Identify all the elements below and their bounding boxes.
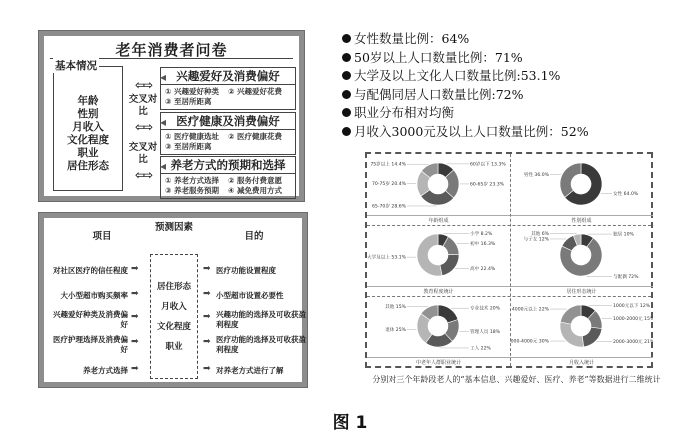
donut-slice bbox=[440, 254, 459, 275]
arrow-left-icon: ◂ bbox=[160, 159, 167, 173]
section-option: ③ 至居所距离 bbox=[165, 97, 212, 106]
factor-item: 居住形态 bbox=[156, 281, 191, 292]
slice-label: 独居 10% bbox=[613, 232, 634, 238]
slice-label: 其他 6% bbox=[531, 231, 549, 237]
basic-info-item: 职业 bbox=[77, 147, 99, 159]
chart-cell bbox=[367, 296, 510, 367]
section-title bbox=[161, 68, 295, 85]
bullet-icon bbox=[342, 90, 351, 99]
section-options bbox=[161, 85, 295, 109]
stat-item bbox=[342, 67, 682, 86]
bullet-icon bbox=[342, 34, 351, 43]
double-arrow-icon: ⇦⇨ bbox=[134, 120, 152, 134]
slice-label: 专业技术 20% bbox=[470, 306, 501, 312]
chart-cell bbox=[367, 225, 510, 296]
prediction-row bbox=[44, 264, 304, 288]
education-donut-chart bbox=[367, 225, 510, 286]
row-item: 大小型超市购买频率 bbox=[60, 291, 128, 300]
slice-label: 60岁以下 13.3% bbox=[470, 162, 506, 168]
items-header: 项目 bbox=[92, 231, 112, 242]
stat-text: 50岁以上人口数量比例：71% bbox=[354, 49, 523, 65]
bullet-icon bbox=[342, 127, 351, 136]
factor-item: 职业 bbox=[165, 341, 183, 352]
basic-info-item: 年龄 bbox=[77, 95, 99, 107]
arrow-right-icon: ➡ bbox=[131, 337, 139, 347]
section-options bbox=[161, 174, 295, 198]
grid-divider bbox=[367, 225, 651, 226]
section-title-text: 医疗健康及消费偏好 bbox=[176, 114, 280, 128]
medical-section bbox=[160, 112, 296, 155]
prediction-row bbox=[44, 337, 304, 361]
donut-slice bbox=[560, 163, 581, 197]
cross-compare-2 bbox=[128, 122, 158, 132]
row-goal: 对养老方式进行了解 bbox=[216, 366, 284, 375]
arrow-right-icon: ➡ bbox=[131, 312, 139, 322]
chart-caption: 居住形态统计 bbox=[510, 286, 653, 296]
slice-label: 小学 8.2% bbox=[470, 232, 493, 238]
section-option: ① 养老方式选择 bbox=[165, 176, 219, 185]
income-donut-chart bbox=[510, 296, 653, 357]
slice-label: 与子女 12% bbox=[523, 237, 549, 243]
prediction-row bbox=[44, 364, 304, 388]
chart-caption: 年龄组成 bbox=[367, 215, 510, 225]
arrow-right-icon: ➡ bbox=[203, 337, 211, 347]
arrow-right-icon: ➡ bbox=[203, 364, 211, 374]
section-option: ③ 养老服务预期 bbox=[165, 186, 219, 195]
row-item: 兴趣爱好种类及消费偏好 bbox=[53, 310, 128, 329]
donut-slice bbox=[582, 327, 602, 347]
cross-compare-label-1: 交叉对比 bbox=[128, 94, 158, 117]
factor-item: 文化程度 bbox=[156, 321, 191, 332]
basic-info-item: 文化程度 bbox=[67, 134, 109, 146]
section-option: ① 兴趣爱好种类 bbox=[165, 87, 219, 96]
questionnaire-inner bbox=[44, 36, 299, 196]
chart-caption: 性别组成 bbox=[510, 215, 653, 225]
basic-info-list bbox=[54, 95, 122, 173]
slice-label: 1000-2000元 15% bbox=[613, 317, 653, 323]
grid-divider bbox=[367, 296, 651, 297]
section-option: ② 医疗健康花费 bbox=[228, 132, 282, 141]
figure-label: 图 1 bbox=[332, 413, 368, 433]
cross-compare-1 bbox=[128, 80, 158, 90]
stat-text: 大学及以上文化人口数量比例:53.1% bbox=[354, 68, 561, 83]
arrow-right-icon: ➡ bbox=[131, 289, 139, 299]
arrow-left-icon: ◂ bbox=[160, 115, 167, 129]
factor-item: 月收入 bbox=[161, 301, 187, 312]
bullet-icon bbox=[342, 71, 351, 80]
factors-header: 预测因素 bbox=[154, 222, 193, 233]
double-arrow-icon: ⇦⇨ bbox=[134, 168, 152, 182]
row-item: 对社区医疗的信任程度 bbox=[53, 266, 128, 275]
section-title-text: 兴趣爱好及消费偏好 bbox=[176, 69, 280, 83]
interest-section bbox=[160, 67, 296, 110]
row-goal: 医疗功能的选择及可收获盈利程度 bbox=[216, 335, 306, 354]
donut-chart-grid bbox=[365, 152, 653, 368]
arrow-right-icon: ➡ bbox=[203, 264, 211, 274]
gender-donut-chart bbox=[510, 154, 653, 215]
slice-label: 与配偶 72% bbox=[613, 274, 639, 280]
stat-text: 月收入3000元及以上人口数量比例：52% bbox=[354, 123, 589, 139]
basic-info-item: 月收入 bbox=[72, 121, 104, 133]
slice-label: 工人 22% bbox=[470, 346, 491, 352]
section-title-text: 养老方式的预期和选择 bbox=[170, 158, 286, 172]
age-donut-chart bbox=[367, 154, 510, 215]
goals-header: 目的 bbox=[244, 231, 264, 242]
slice-label: 退休 25% bbox=[385, 327, 406, 333]
cross-compare-label-2: 交叉对比 bbox=[128, 142, 158, 165]
section-option: ② 服务付费意愿 bbox=[228, 176, 282, 185]
stat-text: 职业分布相对均衡 bbox=[354, 105, 455, 120]
slice-label: 4000元以上 22% bbox=[511, 307, 549, 313]
slice-label: 65-70岁 28.6% bbox=[372, 204, 406, 210]
arrow-right-icon: ➡ bbox=[203, 289, 211, 299]
basic-info-heading: 基本情况 bbox=[55, 60, 97, 72]
section-option: ① 医疗健康选址 bbox=[165, 132, 219, 141]
double-arrow-icon: ⇦⇨ bbox=[134, 78, 152, 92]
slice-label: 60-65岁 23.3% bbox=[470, 182, 504, 188]
slice-label: 70-75岁 20.4% bbox=[372, 181, 406, 187]
arrow-right-icon: ➡ bbox=[131, 364, 139, 374]
basic-info-item: 性别 bbox=[77, 108, 99, 120]
chart-cell bbox=[510, 225, 653, 296]
prediction-inner bbox=[44, 218, 306, 382]
chart-cell bbox=[367, 154, 510, 225]
grid-divider bbox=[510, 154, 511, 366]
grid-caption: 分别对三个年龄段老人的“基本信息、兴趣爱好、医疗、养老”等数据进行二维统计 bbox=[372, 375, 661, 384]
donut-slice bbox=[560, 305, 581, 324]
slice-label: 女性 64.0% bbox=[613, 191, 639, 197]
arrow-right-icon: ➡ bbox=[131, 264, 139, 274]
row-item: 养老方式选择 bbox=[83, 366, 128, 375]
stats-list bbox=[342, 30, 682, 141]
section-option: ② 兴趣爱好花费 bbox=[228, 87, 282, 96]
living-donut-chart bbox=[510, 225, 653, 286]
section-option: ③ 至居所距离 bbox=[165, 142, 212, 151]
stat-item bbox=[342, 104, 682, 123]
chart-caption: 月收入统计 bbox=[510, 357, 653, 367]
section-option: ④ 减免费用方式 bbox=[228, 186, 282, 195]
slice-label: 1000元以下 12% bbox=[613, 304, 651, 310]
section-title bbox=[161, 113, 295, 130]
bullet-icon bbox=[342, 108, 351, 117]
slice-label: 管理人员 18% bbox=[470, 329, 501, 335]
section-title bbox=[161, 157, 295, 174]
prediction-row bbox=[44, 312, 304, 336]
chart-cell bbox=[510, 296, 653, 367]
slice-label: 高中 22.4% bbox=[470, 267, 496, 273]
occupation-donut-chart bbox=[367, 296, 510, 357]
row-goal: 医疗功能设置程度 bbox=[216, 266, 276, 275]
stat-item bbox=[342, 86, 682, 105]
arrow-left-icon: ◂ bbox=[160, 70, 167, 84]
questionnaire-panel bbox=[38, 30, 305, 202]
arrow-right-icon: ➡ bbox=[203, 312, 211, 322]
row-goal: 小型超市设置必要性 bbox=[216, 291, 284, 300]
stat-text: 与配偶同居人口数量比例:72% bbox=[354, 86, 524, 102]
elder-care-section bbox=[160, 156, 296, 199]
chart-cell bbox=[510, 154, 653, 225]
stat-item bbox=[342, 123, 682, 142]
slice-label: 初中 16.3% bbox=[470, 242, 496, 248]
cross-compare-3 bbox=[128, 170, 158, 180]
row-goal: 兴趣功能的选择及可收获盈利程度 bbox=[216, 310, 306, 329]
stat-text: 女性数量比例：64% bbox=[354, 31, 470, 46]
prediction-panel bbox=[38, 212, 308, 388]
questionnaire-title: 老年消费者问卷 bbox=[115, 41, 228, 59]
stat-item bbox=[342, 30, 682, 49]
slice-label: 3000-4000元 30% bbox=[510, 339, 549, 345]
section-options bbox=[161, 130, 295, 154]
slice-label: 2000-3000元 21% bbox=[613, 340, 653, 346]
chart-caption: 教育程度统计 bbox=[367, 286, 510, 296]
slice-label: 其他 15% bbox=[385, 304, 406, 310]
slice-label: 男性 36.0% bbox=[523, 173, 549, 179]
slice-label: 大学及以上 53.1% bbox=[367, 255, 406, 261]
stat-item bbox=[342, 49, 682, 68]
row-item: 医疗护理选择及消费偏好 bbox=[53, 335, 128, 354]
basic-info-box bbox=[53, 60, 123, 191]
bullet-icon bbox=[342, 53, 351, 62]
chart-caption: 中老年人群职业统计 bbox=[367, 357, 510, 367]
basic-info-item: 居住形态 bbox=[67, 160, 109, 172]
donut-slice bbox=[560, 322, 584, 347]
slice-label: 75岁以上 14.4% bbox=[370, 162, 406, 168]
